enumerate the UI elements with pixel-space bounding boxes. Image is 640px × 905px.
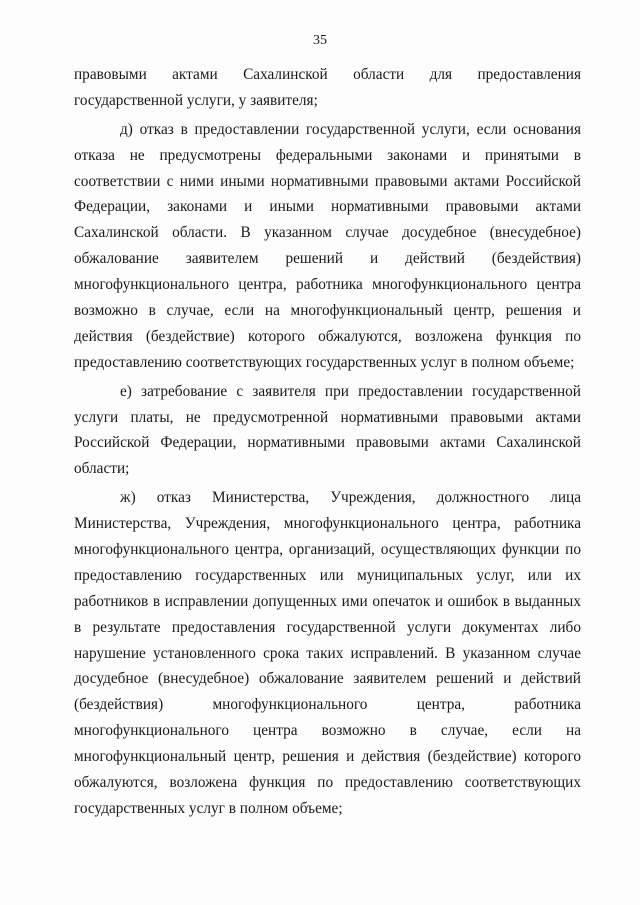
text-line: предоставлению государственных или муниципальных услуг, или их [74, 566, 581, 584]
text-line: нарушение установленного срока таких исправлений. В указанном случае [74, 644, 581, 662]
text-line: многофункционального центра возможно в случае, если на [74, 722, 581, 740]
text-line: многофункционального центра, организаций, осуществляющих функции по [74, 541, 581, 559]
paragraph-d [74, 117, 581, 376]
text-line: области; [74, 460, 130, 478]
text-line: государственной услуги, у заявителя; [74, 91, 318, 109]
text-line: Федерации, законами и иными нормативными правовыми актами [74, 198, 581, 216]
text-line: е) затребование с заявителя при предоставлении государственной [120, 382, 581, 400]
text-line: отказа не предусмотрены федеральными законами и принятыми в [74, 146, 581, 164]
text-line: правовыми актами Сахалинской области для предоставления [74, 66, 581, 83]
text-line: Сахалинской области. В указанном случае досудебное (внесудебное) [74, 224, 581, 242]
text-line: досудебное (внесудебное) обжалование заявителем решений и действий [74, 670, 581, 688]
page-number: 35 [313, 33, 327, 48]
text-line: в результате предоставления государственной услуги документах либо [74, 618, 581, 636]
text-line: действия (бездействие) которого обжалуются, возложена функция по [74, 327, 581, 345]
text-line: соответствии с ними иными нормативными правовыми актами Российской [74, 172, 581, 190]
text-line: ж) отказ Министерства, Учреждения, должностного лица [120, 489, 581, 507]
text-line: возможно в случае, если на многофункциональный центр, решения и [74, 302, 581, 320]
document-body [74, 62, 581, 822]
text-line: работников в исправлении допущенных ими опечаток и ошибок в выданных [74, 592, 581, 610]
text-line: обжалование заявителем решений и действий (бездействия) [74, 250, 581, 268]
text-line: многофункциональный центр, решения и действия (бездействие) которого [74, 748, 581, 766]
text-line: услуги платы, не предусмотренной нормативными правовыми актами [74, 408, 581, 426]
text-line: предоставлению соответствующих государственных услуг в полном объеме; [74, 353, 575, 371]
text-line: Российской Федерации, нормативными правовыми актами Сахалинской [74, 434, 581, 452]
text-line: обжалуются, возложена функция по предоставлению соответствующих [74, 774, 581, 792]
paragraph-e [74, 379, 581, 483]
paragraph-continuation [74, 62, 581, 114]
text-line: Министерства, Учреждения, многофункционального центра, работника [74, 515, 581, 533]
text-line: д) отказ в предоставлении государственной услуги, если основания [120, 120, 581, 138]
text-line: многофункционального центра, работника многофункционального центра [74, 276, 581, 294]
text-line: государственных услуг в полном объеме; [74, 799, 343, 817]
text-line: (бездействия) многофункционального центра, работника [74, 696, 581, 714]
paragraph-zh [74, 485, 581, 822]
